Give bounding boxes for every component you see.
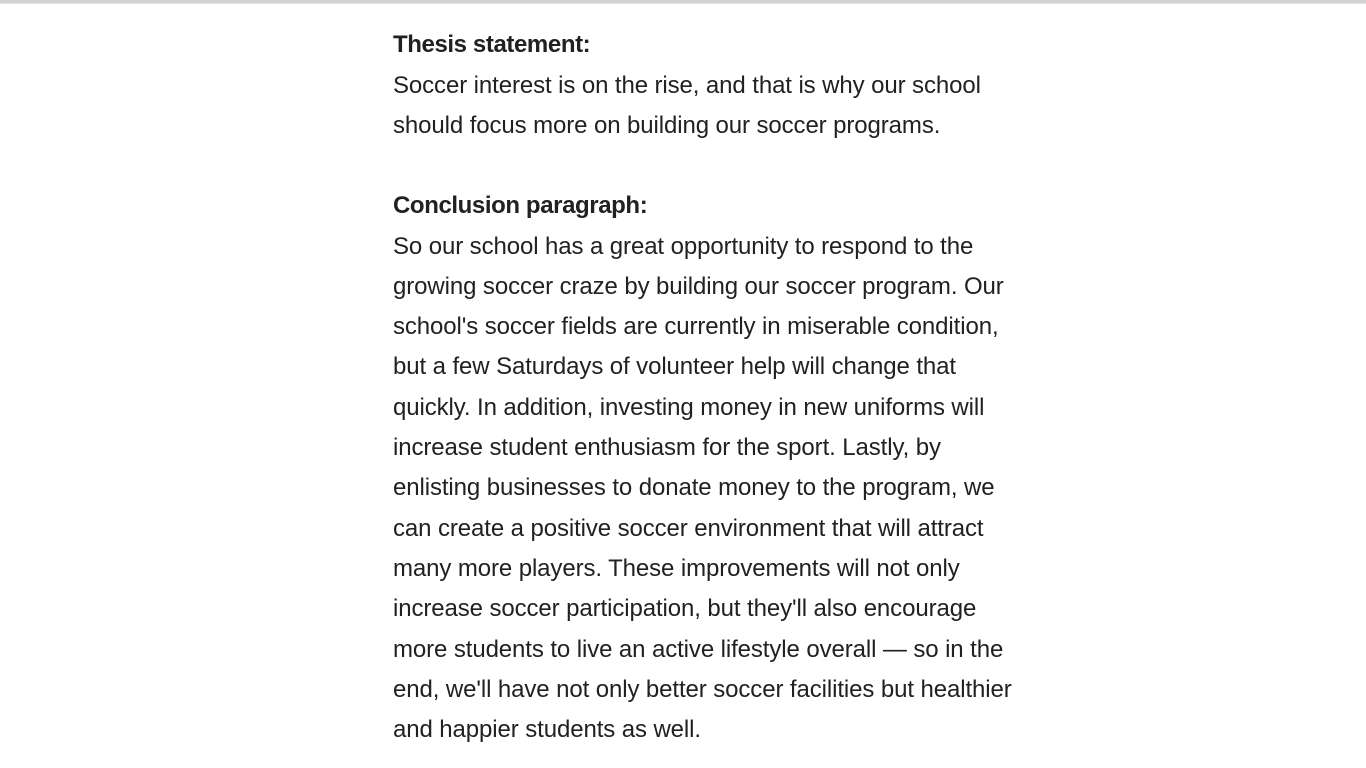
conclusion-line: enlisting businesses to donate money to the program, we: [393, 474, 995, 502]
document-content: [393, 24, 1083, 750]
conclusion-line: quickly. In addition, investing money in new uniforms will: [393, 393, 985, 421]
top-divider: [0, 0, 1366, 4]
thesis-line: should focus more on building our soccer programs.: [393, 112, 941, 140]
conclusion-text: [393, 227, 1083, 751]
conclusion-line: school's soccer fields are currently in miserable condition,: [393, 313, 999, 341]
conclusion-line: increase student enthusiasm for the sport. Lastly, by: [393, 434, 941, 462]
conclusion-heading: Conclusion paragraph:: [393, 191, 648, 219]
conclusion-line: and happier students as well.: [393, 716, 701, 744]
thesis-line: Soccer interest is on the rise, and that is why our school: [393, 72, 981, 99]
conclusion-line: but a few Saturdays of volunteer help will change that: [393, 353, 956, 381]
thesis-text: [393, 66, 1083, 147]
conclusion-line: more students to live an active lifestyle overall — so in the: [393, 635, 1004, 663]
conclusion-line: can create a positive soccer environment that will attract: [393, 514, 984, 542]
conclusion-line: increase soccer participation, but they'll also encourage: [393, 595, 977, 623]
thesis-heading: Thesis statement:: [393, 31, 591, 58]
conclusion-line: growing soccer craze by building our soccer program. Our: [393, 272, 1004, 300]
conclusion-line: many more players. These improvements will not only: [393, 554, 960, 582]
conclusion-line: end, we'll have not only better soccer facilities but healthier: [393, 675, 1012, 703]
section-spacer: [393, 147, 1083, 185]
conclusion-line: So our school has a great opportunity to respond to the: [393, 232, 974, 260]
